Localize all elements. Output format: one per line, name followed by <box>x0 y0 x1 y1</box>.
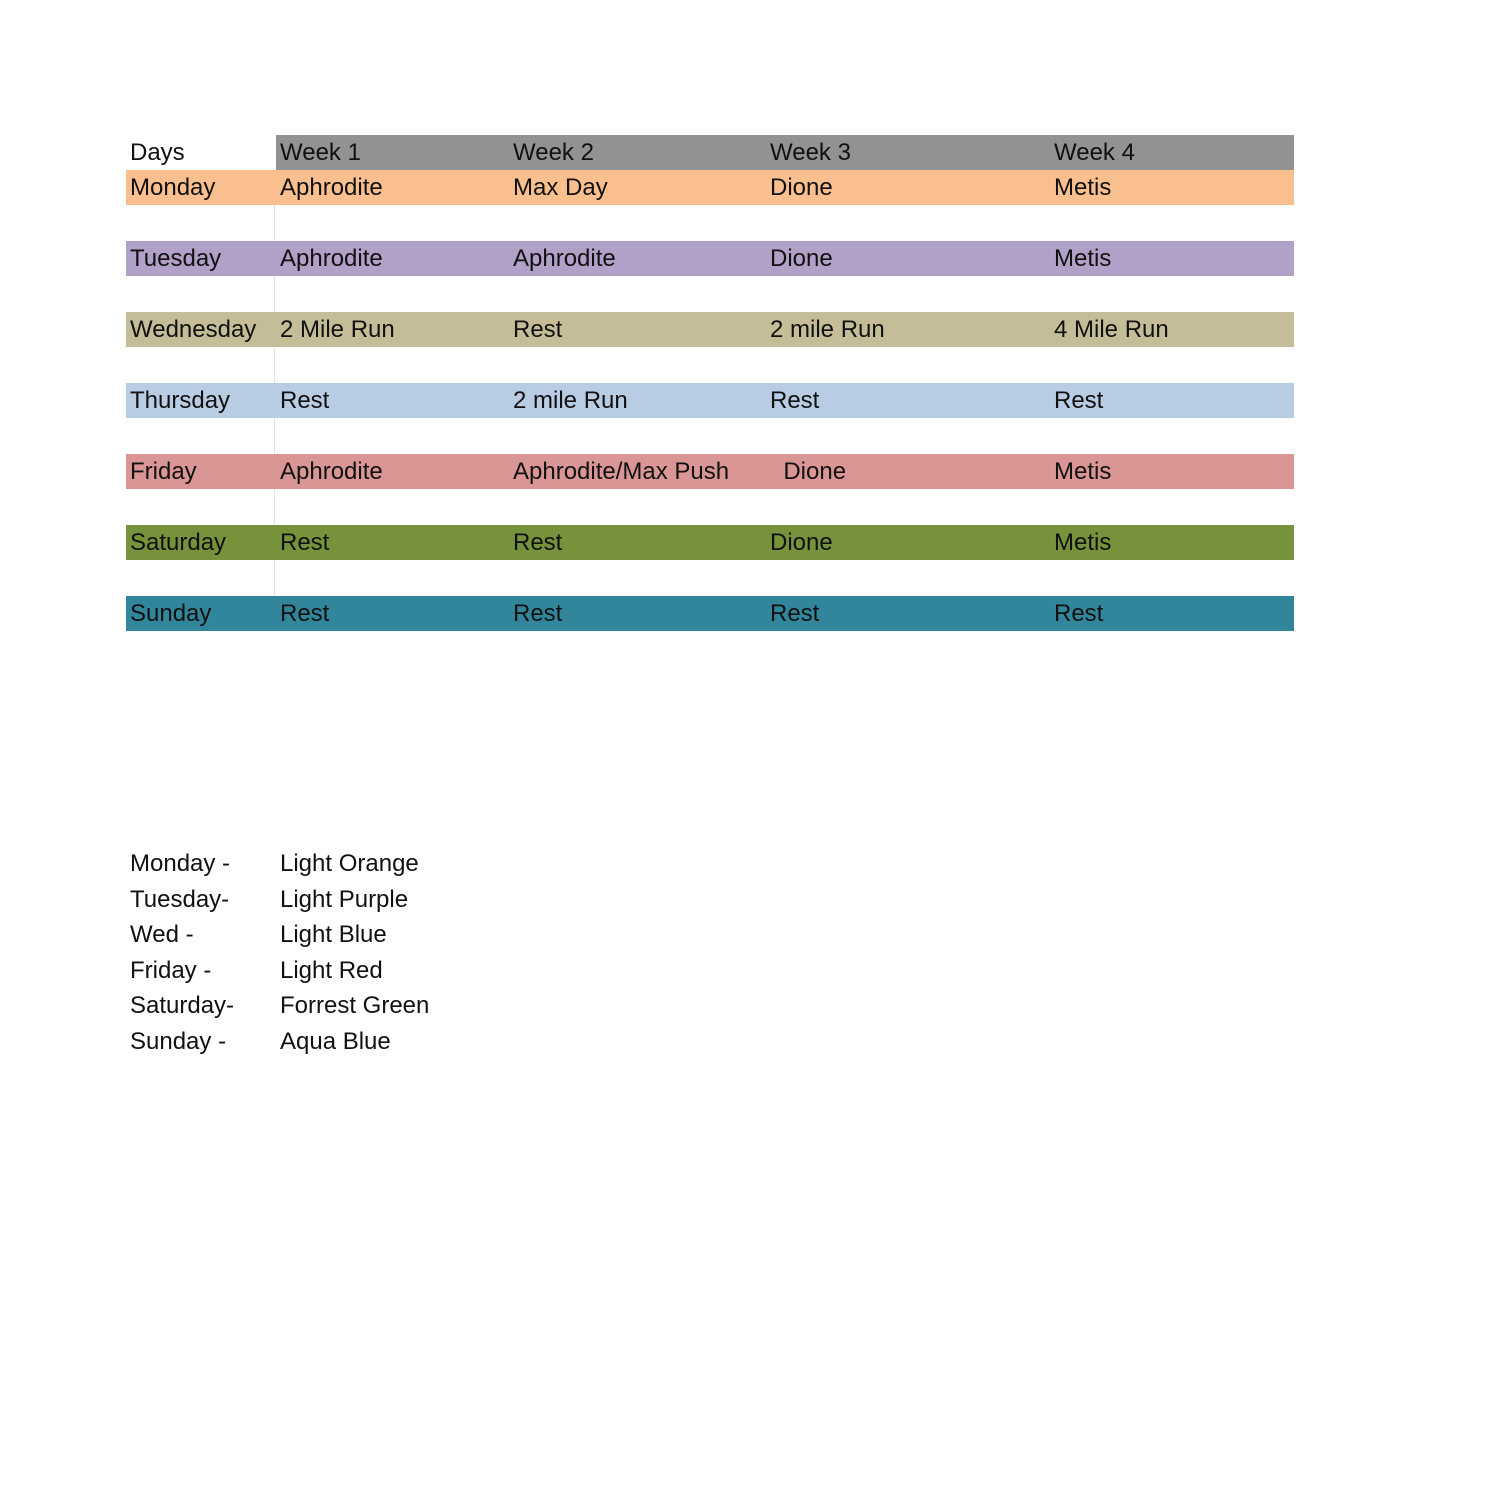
week-1-cell[interactable]: Rest <box>280 387 330 414</box>
week-2-cell[interactable]: Rest <box>513 529 563 556</box>
week-1-cell[interactable]: Aphrodite <box>280 174 383 201</box>
legend-day-label[interactable]: Tuesday- <box>130 885 230 913</box>
cell-gridline <box>274 418 275 454</box>
cell-gridline <box>274 560 275 596</box>
day-cell[interactable]: Wednesday <box>130 316 257 343</box>
week-4-cell[interactable]: Metis <box>1054 174 1112 201</box>
legend-color-label[interactable]: Light Orange <box>280 850 419 877</box>
legend-color-label[interactable]: Aqua Blue <box>280 1027 391 1055</box>
table-row-tuesday <box>126 241 1294 276</box>
day-cell[interactable]: Friday <box>130 458 197 485</box>
table-row-monday <box>126 170 1294 205</box>
week-3-cell[interactable]: Dione <box>770 245 833 272</box>
legend-day-label[interactable]: Friday - <box>130 956 212 984</box>
cell-gridline <box>274 205 275 241</box>
week-4-cell[interactable]: Rest <box>1054 387 1104 414</box>
table-row-saturday <box>126 525 1294 560</box>
table-row-friday <box>126 454 1294 489</box>
week-2-cell[interactable]: Aphrodite <box>513 245 616 272</box>
cell-gridline <box>274 489 275 525</box>
week-2-cell[interactable]: Rest <box>513 600 563 627</box>
week-1-cell[interactable]: Rest <box>280 529 330 556</box>
header-week-1-cell[interactable]: Week 1 <box>280 139 361 166</box>
legend-day-label[interactable]: Saturday- <box>130 992 235 1020</box>
week-4-cell[interactable]: Metis <box>1054 529 1112 556</box>
legend-day-label[interactable]: Wed - <box>130 921 194 949</box>
legend-color-label[interactable]: Light Red <box>280 956 383 984</box>
week-4-cell[interactable]: Metis <box>1054 245 1112 272</box>
week-1-cell[interactable]: Aphrodite <box>280 245 383 272</box>
week-1-cell[interactable]: Rest <box>280 600 330 627</box>
header-days-cell[interactable]: Days <box>130 139 185 166</box>
week-1-cell[interactable]: Aphrodite <box>280 458 383 485</box>
cell-gridline <box>274 347 275 383</box>
week-4-cell[interactable]: Rest <box>1054 600 1104 627</box>
day-cell[interactable]: Tuesday <box>130 245 222 272</box>
week-3-cell[interactable]: Dione <box>770 458 847 485</box>
table-row-wednesday <box>126 312 1294 347</box>
cell-gridline <box>274 276 275 312</box>
week-3-cell[interactable]: Rest <box>770 600 820 627</box>
legend-color-label[interactable]: Light Blue <box>280 921 387 949</box>
day-cell[interactable]: Thursday <box>130 387 231 414</box>
day-cell[interactable]: Sunday <box>130 600 212 627</box>
week-1-cell[interactable]: 2 Mile Run <box>280 316 395 343</box>
legend-day-label[interactable]: Monday - <box>130 850 231 877</box>
week-4-cell[interactable]: 4 Mile Run <box>1054 316 1169 343</box>
week-3-cell[interactable]: Rest <box>770 387 820 414</box>
header-week-3-cell[interactable]: Week 3 <box>770 139 851 166</box>
table-row-thursday <box>126 383 1294 418</box>
week-2-cell[interactable]: Aphrodite/Max Push <box>513 458 730 485</box>
week-2-cell[interactable]: Rest <box>513 316 563 343</box>
week-3-cell[interactable]: Dione <box>770 529 833 556</box>
week-3-cell[interactable]: Dione <box>770 174 833 201</box>
header-week-4-cell[interactable]: Week 4 <box>1054 139 1135 166</box>
header-week-2-cell[interactable]: Week 2 <box>513 139 594 166</box>
day-cell[interactable]: Monday <box>130 174 216 201</box>
table-row-sunday <box>126 596 1294 631</box>
week-3-cell[interactable]: 2 mile Run <box>770 316 885 343</box>
week-2-cell[interactable]: 2 mile Run <box>513 387 628 414</box>
legend-color-label[interactable]: Light Purple <box>280 885 409 913</box>
header-row <box>126 135 1294 170</box>
legend-color-label[interactable]: Forrest Green <box>280 992 430 1020</box>
legend-day-label[interactable]: Sunday - <box>130 1027 227 1055</box>
week-4-cell[interactable]: Metis <box>1054 458 1112 485</box>
week-2-cell[interactable]: Max Day <box>513 174 608 201</box>
day-cell[interactable]: Saturday <box>130 529 227 556</box>
